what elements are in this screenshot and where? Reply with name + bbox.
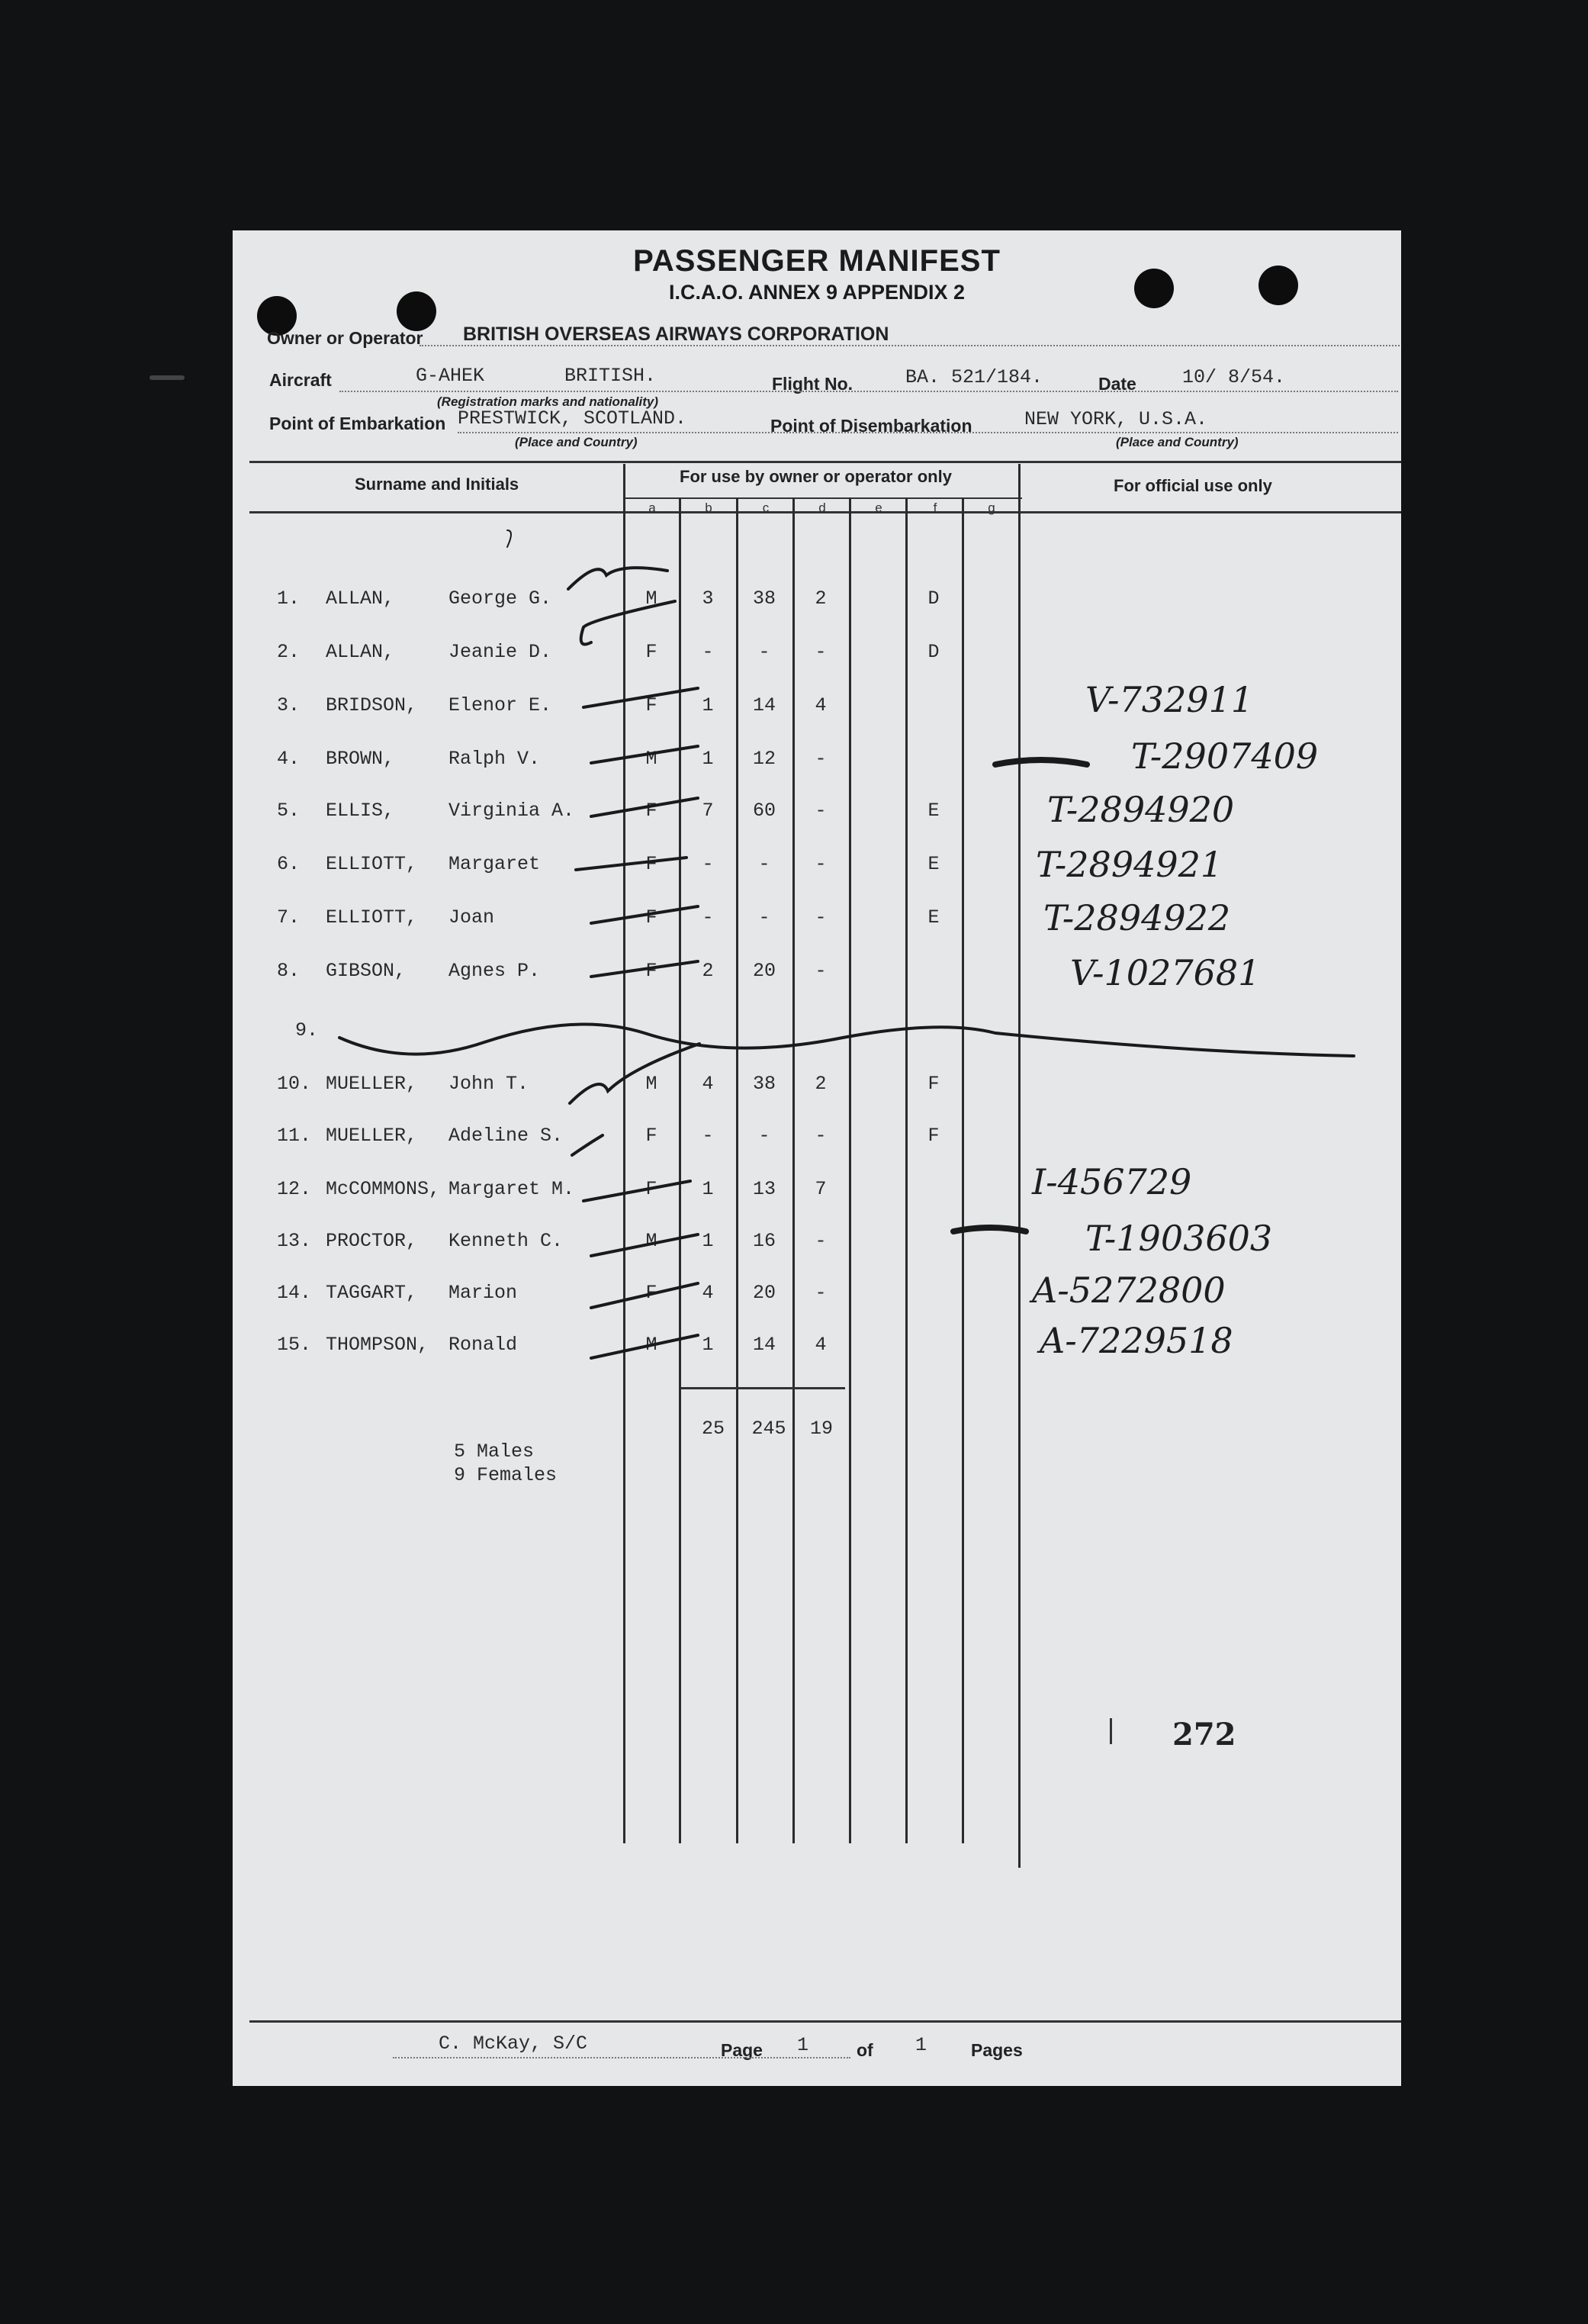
row-surname: THOMPSON, [326, 1334, 429, 1356]
owner-value: BRITISH OVERSEAS AIRWAYS CORPORATION [463, 323, 889, 345]
row-col-b: 2 [702, 960, 714, 982]
owner-use-header: For use by owner or operator only [680, 467, 952, 486]
row-col-b: 4 [702, 1282, 714, 1304]
row-given-name: Agnes P. [448, 960, 541, 982]
row-surname: ALLAN, [326, 641, 395, 663]
row-col-a: F [645, 800, 657, 822]
row-col-d: 4 [815, 1334, 827, 1356]
flight-value: BA. 521/184. [905, 366, 1043, 388]
row-col-d: - [815, 1125, 827, 1147]
row-col-a: M [645, 1073, 657, 1095]
row-number: 13. [277, 1230, 312, 1252]
row-col-a: F [645, 853, 657, 875]
nationality-value: BRITISH. [564, 365, 657, 387]
official-id-handwritten: T-2894921 [1036, 844, 1223, 885]
row-col-b: 1 [702, 1334, 714, 1356]
col-letter-f: f [933, 501, 937, 515]
row-col-b: - [702, 641, 714, 663]
official-id-handwritten: T-2894922 [1043, 897, 1231, 938]
handwritten-marks [233, 230, 1401, 2086]
row-col-c: 38 [752, 1073, 776, 1095]
col-letter-g: g [988, 501, 995, 515]
row-col-a: F [645, 1178, 657, 1200]
row-surname: MUELLER, [326, 1125, 418, 1147]
row-col-b: 1 [702, 694, 714, 716]
row-given-name: Kenneth C. [448, 1230, 564, 1252]
row-col-a: M [645, 1334, 657, 1356]
row-col-a: F [645, 960, 657, 982]
manifest-sheet [233, 230, 1401, 2086]
row-col-c: 12 [752, 748, 776, 770]
aircraft-label: Aircraft [269, 370, 332, 390]
official-id-handwritten: V-1027681 [1070, 952, 1261, 993]
row-col-b: - [702, 853, 714, 875]
row-col-a: M [645, 587, 657, 610]
official-id-handwritten: I-456729 [1032, 1161, 1192, 1202]
row-col-d: - [815, 1230, 827, 1252]
row-given-name: Joan [448, 906, 495, 929]
row-col-a: F [645, 1282, 657, 1304]
row-col-f: E [927, 906, 940, 929]
row-surname: BRIDSON, [326, 694, 418, 716]
row-col-f: D [927, 641, 940, 663]
row-col-b: 1 [702, 1230, 714, 1252]
row-surname: GIBSON, [326, 960, 407, 982]
row-given-name: John T. [448, 1073, 529, 1095]
row-col-c: 38 [752, 587, 776, 610]
official-id-handwritten: T-2907409 [1131, 736, 1319, 777]
row-col-d: - [815, 960, 827, 982]
registration-note: (Registration marks and nationality) [437, 394, 658, 409]
disembarkation-value: NEW YORK, U.S.A. [1024, 408, 1208, 430]
row-given-name: Ralph V. [448, 748, 541, 770]
row-surname: ELLIOTT, [326, 906, 418, 929]
row-surname: TAGGART, [326, 1282, 418, 1304]
total-c: 245 [751, 1418, 786, 1440]
flight-label: Flight No. [772, 374, 853, 394]
embark-place-note: (Place and Country) [515, 435, 638, 449]
page-number: 1 [797, 2034, 809, 2056]
row-col-b: - [702, 1125, 714, 1147]
row-col-c: 13 [752, 1178, 776, 1200]
row-number: 14. [277, 1282, 312, 1304]
row-col-a: F [645, 641, 657, 663]
row-surname: ELLIS, [326, 800, 395, 822]
row-given-name: Adeline S. [448, 1125, 564, 1147]
col-letter-a: a [648, 501, 656, 515]
row-col-b: 4 [702, 1073, 714, 1095]
form-subtitle: I.C.A.O. ANNEX 9 APPENDIX 2 [668, 281, 966, 304]
total-d: 19 [809, 1418, 833, 1440]
row-number: 4. [277, 748, 301, 770]
row-number: 15. [277, 1334, 312, 1356]
row-number: 12. [277, 1178, 312, 1200]
row-col-a: F [645, 1125, 657, 1147]
row-col-a: M [645, 748, 657, 770]
row-given-name: Elenor E. [448, 694, 552, 716]
row-col-d: - [815, 1282, 827, 1304]
row-col-d: - [815, 748, 827, 770]
row-col-c: - [758, 641, 770, 663]
row-col-c: 20 [752, 960, 776, 982]
row-number: 1. [277, 587, 301, 610]
disembark-place-note: (Place and Country) [1116, 435, 1239, 449]
row-surname: ALLAN, [326, 587, 395, 610]
row-col-c: 14 [752, 1334, 776, 1356]
row-number: 3. [277, 694, 301, 716]
row-col-a: F [645, 906, 657, 929]
females-count: 9 Females [454, 1464, 558, 1486]
pages-label: Pages [971, 2040, 1023, 2060]
row-col-d: 4 [815, 694, 827, 716]
row-surname: McCOMMONS, [326, 1178, 441, 1200]
col-letter-d: d [818, 501, 826, 515]
embarkation-value: PRESTWICK, SCOTLAND. [458, 407, 687, 430]
official-id-handwritten: T-1903603 [1085, 1218, 1273, 1259]
row-given-name: Virginia A. [448, 800, 575, 822]
row-col-b: 7 [702, 800, 714, 822]
row-number: 5. [277, 800, 301, 822]
row-col-d: 7 [815, 1178, 827, 1200]
row-given-name: Margaret M. [448, 1178, 575, 1200]
row-surname: BROWN, [326, 748, 395, 770]
page-total: 1 [915, 2034, 927, 2056]
row-number: 8. [277, 960, 301, 982]
row-col-d: - [815, 906, 827, 929]
row-col-d: - [815, 641, 827, 663]
official-use-header: For official use only [1114, 476, 1272, 495]
row-col-d: 2 [815, 587, 827, 610]
total-b: 25 [701, 1418, 725, 1440]
row-col-d: 2 [815, 1073, 827, 1095]
row-col-c: - [758, 853, 770, 875]
row-col-f: E [927, 800, 940, 822]
row-col-b: 1 [702, 1178, 714, 1200]
row-given-name: Jeanie D. [448, 641, 552, 663]
official-id-handwritten: T-2894920 [1047, 789, 1235, 830]
surname-header: Surname and Initials [355, 475, 519, 494]
page-stamp: 272 [1172, 1717, 1236, 1753]
background-mark [149, 375, 185, 380]
row-number: 11. [277, 1125, 312, 1147]
row-col-c: 20 [752, 1282, 776, 1304]
official-id-handwritten: A-5272800 [1032, 1270, 1226, 1311]
disembarkation-label: Point of Disembarkation [770, 416, 972, 436]
date-value: 10/ 8/54. [1182, 366, 1286, 388]
date-label: Date [1098, 374, 1136, 394]
row-given-name: Ronald [448, 1334, 518, 1356]
row-given-name: George G. [448, 587, 552, 610]
aircraft-value: G-AHEK [416, 365, 485, 387]
row-col-a: F [645, 694, 657, 716]
row-col-b: - [702, 906, 714, 929]
row-number: 2. [277, 641, 301, 663]
page-label: Page [721, 2040, 763, 2060]
row-col-c: 16 [752, 1230, 776, 1252]
col-letter-c: c [762, 501, 770, 515]
col-letter-b: b [705, 501, 712, 515]
signed-by-value: C. McKay, S/C [439, 2033, 588, 2055]
males-count: 5 Males [454, 1440, 535, 1463]
col-letter-e: e [875, 501, 882, 515]
row-number: 10. [277, 1073, 312, 1095]
row-col-f: F [927, 1073, 940, 1095]
row-surname: MUELLER, [326, 1073, 418, 1095]
row-number: 7. [277, 906, 301, 929]
embarkation-label: Point of Embarkation [269, 414, 446, 433]
row-col-c: - [758, 1125, 770, 1147]
row-col-f: D [927, 587, 940, 610]
official-id-handwritten: A-7229518 [1040, 1320, 1233, 1361]
row-given-name: Marion [448, 1282, 518, 1304]
row-col-f: F [927, 1125, 940, 1147]
row-col-a: M [645, 1230, 657, 1252]
row-col-c: 14 [752, 694, 776, 716]
row-col-d: - [815, 853, 827, 875]
row-9-number: 9. [295, 1019, 319, 1041]
row-col-c: - [758, 906, 770, 929]
official-id-handwritten: V-732911 [1085, 679, 1254, 720]
form-title: PASSENGER MANIFEST [633, 244, 1001, 278]
row-number: 6. [277, 853, 301, 875]
owner-label: Owner or Operator [267, 328, 423, 348]
row-given-name: Margaret [448, 853, 541, 875]
row-col-c: 60 [752, 800, 776, 822]
of-label: of [857, 2040, 873, 2060]
row-surname: ELLIOTT, [326, 853, 418, 875]
row-surname: PROCTOR, [326, 1230, 418, 1252]
row-col-d: - [815, 800, 827, 822]
row-col-b: 1 [702, 748, 714, 770]
row-col-f: E [927, 853, 940, 875]
row-col-b: 3 [702, 587, 714, 610]
